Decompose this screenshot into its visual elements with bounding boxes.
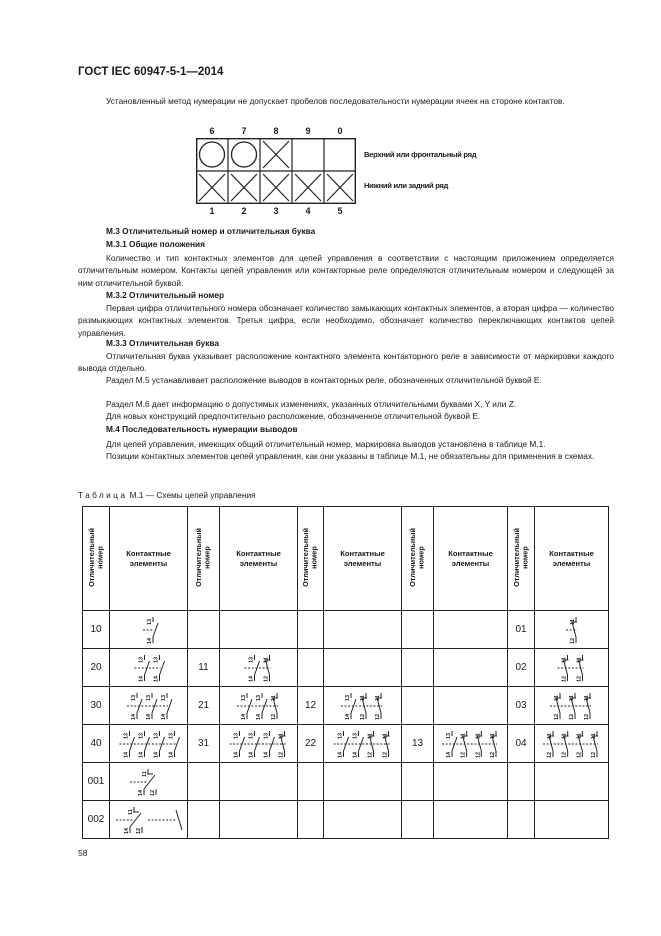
svg-text:12: 12 xyxy=(561,751,568,758)
svg-text:12: 12 xyxy=(367,751,373,758)
svg-text:13: 13 xyxy=(145,694,152,701)
svg-text:14: 14 xyxy=(168,751,174,758)
svg-text:12: 12 xyxy=(546,751,553,758)
svg-text:14: 14 xyxy=(337,751,343,758)
top-number: 9 xyxy=(305,126,311,136)
header-contacts: Контактные элементы xyxy=(340,548,385,568)
section-heading: М.3 Отличительный номер и отличительная буква xyxy=(106,226,316,236)
row-number: 01 xyxy=(508,611,535,649)
table-row xyxy=(83,687,609,725)
contact-symbol xyxy=(114,615,184,645)
table-row xyxy=(83,649,609,687)
svg-text:14: 14 xyxy=(248,675,254,682)
bottom-number: 5 xyxy=(337,206,343,216)
svg-text:14: 14 xyxy=(255,713,262,720)
top-number: 8 xyxy=(273,126,279,136)
contact-symbol xyxy=(114,653,184,683)
svg-text:11: 11 xyxy=(590,732,597,739)
section-heading: М.3.1 Общие положения xyxy=(106,239,205,249)
svg-text:13: 13 xyxy=(352,732,358,739)
paragraph: Позиции контактных элементов цепей управления, как они указаны в таблице М.1, не обязательны для применения в схемах. xyxy=(106,451,595,461)
contact-symbol xyxy=(224,653,294,683)
contact-symbol xyxy=(539,691,605,721)
svg-text:14: 14 xyxy=(138,675,144,682)
svg-text:11: 11 xyxy=(141,770,148,777)
svg-text:11: 11 xyxy=(270,694,277,701)
svg-text:12: 12 xyxy=(270,713,277,720)
svg-text:12: 12 xyxy=(583,713,590,720)
svg-text:11: 11 xyxy=(561,656,567,663)
svg-text:11: 11 xyxy=(367,732,373,739)
header-number: Отличительный номер xyxy=(194,527,212,587)
header-contacts: Контактные элементы xyxy=(236,548,281,568)
svg-text:14: 14 xyxy=(352,751,358,758)
svg-text:11: 11 xyxy=(460,732,467,739)
row-number: 002 xyxy=(83,801,110,839)
svg-text:13: 13 xyxy=(233,732,239,739)
svg-text:12: 12 xyxy=(561,675,567,682)
top-number: 7 xyxy=(241,126,247,136)
page-number: 58 xyxy=(78,848,88,858)
svg-text:13: 13 xyxy=(337,732,343,739)
svg-text:11: 11 xyxy=(489,732,496,739)
header-contacts: Контактные элементы xyxy=(448,548,493,568)
svg-text:14: 14 xyxy=(240,713,247,720)
svg-text:12: 12 xyxy=(575,751,582,758)
svg-text:11: 11 xyxy=(546,732,553,739)
row-number: 11 xyxy=(188,649,220,687)
svg-text:12: 12 xyxy=(382,751,388,758)
contact-symbol xyxy=(114,729,184,759)
svg-text:12: 12 xyxy=(263,675,269,682)
svg-text:13: 13 xyxy=(240,694,247,701)
paragraph: Количество и тип контактных элементов для цепей управления в соответствии с настоящим приложением определяется отличительным номером. Контакты цепей управления или контакторные реле определяются отличительным номером и следующей за ним отличительной буквой. xyxy=(78,253,614,288)
svg-text:14: 14 xyxy=(248,751,254,758)
svg-text:13: 13 xyxy=(263,732,269,739)
svg-text:11: 11 xyxy=(474,732,481,739)
section-heading: М.4 Последовательность нумерации выводов xyxy=(106,424,298,434)
svg-text:14: 14 xyxy=(344,713,351,720)
svg-text:12: 12 xyxy=(460,751,467,758)
circle-cell xyxy=(200,142,225,167)
contact-symbol xyxy=(224,691,294,721)
svg-text:12: 12 xyxy=(489,751,496,758)
svg-text:11: 11 xyxy=(382,732,388,739)
top-number: 6 xyxy=(209,126,215,136)
svg-text:13: 13 xyxy=(168,732,174,739)
section-heading: М.3.2 Отличительный номер xyxy=(106,290,225,300)
row-number: 12 xyxy=(298,687,324,725)
row-number: 20 xyxy=(83,649,110,687)
header-contacts: Контактные элементы xyxy=(126,548,171,568)
paragraph: Для цепей управления, имеющих общий отличительный номер, маркировка выводов установлена в таблице М.1. xyxy=(106,439,546,449)
svg-text:14: 14 xyxy=(130,713,137,720)
svg-text:11: 11 xyxy=(576,656,582,663)
svg-text:12: 12 xyxy=(576,675,582,682)
svg-text:14: 14 xyxy=(145,713,152,720)
svg-text:12: 12 xyxy=(149,789,156,796)
contact-symbol xyxy=(328,729,398,759)
svg-text:11: 11 xyxy=(127,808,134,815)
svg-text:14: 14 xyxy=(138,751,144,758)
svg-text:12: 12 xyxy=(135,827,142,834)
svg-text:12: 12 xyxy=(359,713,366,720)
paragraph: Первая цифра отличительного номера обозначает количество замыкающих контактных элементов, а вторая цифра — количество размыкающих контактных элементов. Третья цифра, если необходимо, обозначает количество переключающих контактов цепей управления. xyxy=(78,303,614,338)
svg-text:13: 13 xyxy=(344,694,351,701)
svg-text:11: 11 xyxy=(278,732,284,739)
contact-symbol xyxy=(539,653,605,683)
svg-text:14: 14 xyxy=(160,713,167,720)
svg-text:13: 13 xyxy=(138,732,144,739)
bottom-number: 3 xyxy=(273,206,279,216)
header-number: Отличительный номер xyxy=(511,527,529,587)
svg-text:13: 13 xyxy=(130,694,137,701)
bottom-number: 4 xyxy=(305,206,311,216)
svg-text:14: 14 xyxy=(233,751,239,758)
svg-text:12: 12 xyxy=(278,751,284,758)
circle-cell xyxy=(232,142,257,167)
section-heading: М.3.3 Отличительная буква xyxy=(106,338,219,348)
row-number: 40 xyxy=(83,725,110,763)
header-contacts: Контактные элементы xyxy=(549,548,594,568)
caption-prefix: Таблица xyxy=(78,490,128,500)
paragraph: Раздел М.5 устанавливает расположение выводов в контакторных реле, обозначенных отличительной буквой Е. xyxy=(106,375,542,385)
row-number: 21 xyxy=(188,687,220,725)
table-caption xyxy=(78,490,256,500)
contact-symbol xyxy=(438,729,504,759)
control-circuit-table xyxy=(82,506,609,839)
svg-text:11: 11 xyxy=(374,694,381,701)
row-number: 03 xyxy=(508,687,535,725)
document-header: ГОСТ IEC 60947-5-1—2014 xyxy=(78,66,224,78)
top-number: 0 xyxy=(337,126,343,136)
svg-text:12: 12 xyxy=(590,751,597,758)
svg-text:11: 11 xyxy=(568,694,575,701)
paragraph: Отличительная буква указывает расположение контактного элемента контакторного реле в зависимости от маркировки каждого вывода отдельно. xyxy=(78,351,614,374)
row-number: 001 xyxy=(83,763,110,801)
svg-text:12: 12 xyxy=(568,713,575,720)
intro-paragraph: Установленный метод нумерации не допускает пробелов последовательности нумерации ячеек на стороне контактов. xyxy=(106,96,565,106)
svg-text:13: 13 xyxy=(248,656,254,663)
contact-symbol xyxy=(328,691,398,721)
svg-text:14: 14 xyxy=(263,751,269,758)
svg-text:14: 14 xyxy=(146,637,153,644)
row-number: 31 xyxy=(188,725,220,763)
svg-text:11: 11 xyxy=(561,732,568,739)
table-row xyxy=(83,763,609,801)
table-row xyxy=(83,801,609,839)
changeover-contact-symbol xyxy=(114,805,184,835)
svg-text:11: 11 xyxy=(359,694,366,701)
changeover-contact-symbol xyxy=(114,767,184,797)
svg-text:11: 11 xyxy=(553,694,560,701)
row-number: 30 xyxy=(83,687,110,725)
svg-text:14: 14 xyxy=(445,751,452,758)
caption-text: М.1 — Схемы цепей управления xyxy=(129,490,256,500)
table-header-row xyxy=(83,507,609,611)
svg-text:11: 11 xyxy=(583,694,590,701)
svg-text:11: 11 xyxy=(575,732,582,739)
svg-text:13: 13 xyxy=(138,656,144,663)
bottom-number: 2 xyxy=(241,206,247,216)
svg-text:14: 14 xyxy=(123,827,130,834)
svg-text:14: 14 xyxy=(137,789,144,796)
svg-text:14: 14 xyxy=(123,751,129,758)
table-row xyxy=(83,725,609,763)
svg-text:12: 12 xyxy=(553,713,560,720)
svg-text:14: 14 xyxy=(153,751,159,758)
bottom-row-label: Нижний или задний ряд xyxy=(364,181,449,190)
contact-symbol xyxy=(224,729,294,759)
svg-text:13: 13 xyxy=(146,618,153,625)
header-number: Отличительный номер xyxy=(408,527,426,587)
top-row-label: Верхний или фронтальный ряд xyxy=(364,150,477,159)
row-number: 22 xyxy=(298,725,324,763)
svg-text:13: 13 xyxy=(123,732,129,739)
contact-symbol xyxy=(539,729,605,759)
row-number: 04 xyxy=(508,725,535,763)
svg-text:14: 14 xyxy=(153,675,159,682)
svg-text:13: 13 xyxy=(160,694,167,701)
paragraph: Для новых конструкций предпочтительно расположение, обозначенное отличительной буквой Е. xyxy=(106,411,481,421)
svg-text:13: 13 xyxy=(153,656,159,663)
svg-text:12: 12 xyxy=(474,751,481,758)
svg-text:13: 13 xyxy=(153,732,159,739)
row-number: 10 xyxy=(83,611,110,649)
table-row xyxy=(83,611,609,649)
svg-text:11: 11 xyxy=(569,618,576,625)
header-number: Отличительный номер xyxy=(301,527,319,587)
svg-text:13: 13 xyxy=(248,732,254,739)
bottom-number: 1 xyxy=(209,206,215,216)
row-number: 13 xyxy=(402,725,434,763)
contact-symbol xyxy=(539,615,605,645)
terminal-grid xyxy=(196,138,356,204)
svg-text:12: 12 xyxy=(569,637,576,644)
contact-symbol xyxy=(114,691,184,721)
paragraph: Раздел М.6 дает информацию о допустимых изменениях, указанных отличительными буквами X, Y или Z. xyxy=(106,399,517,409)
row-number: 02 xyxy=(508,649,535,687)
svg-text:12: 12 xyxy=(374,713,381,720)
svg-text:13: 13 xyxy=(445,732,452,739)
svg-text:13: 13 xyxy=(255,694,262,701)
svg-text:11: 11 xyxy=(263,656,269,663)
header-number: Отличительный номер xyxy=(86,527,104,587)
